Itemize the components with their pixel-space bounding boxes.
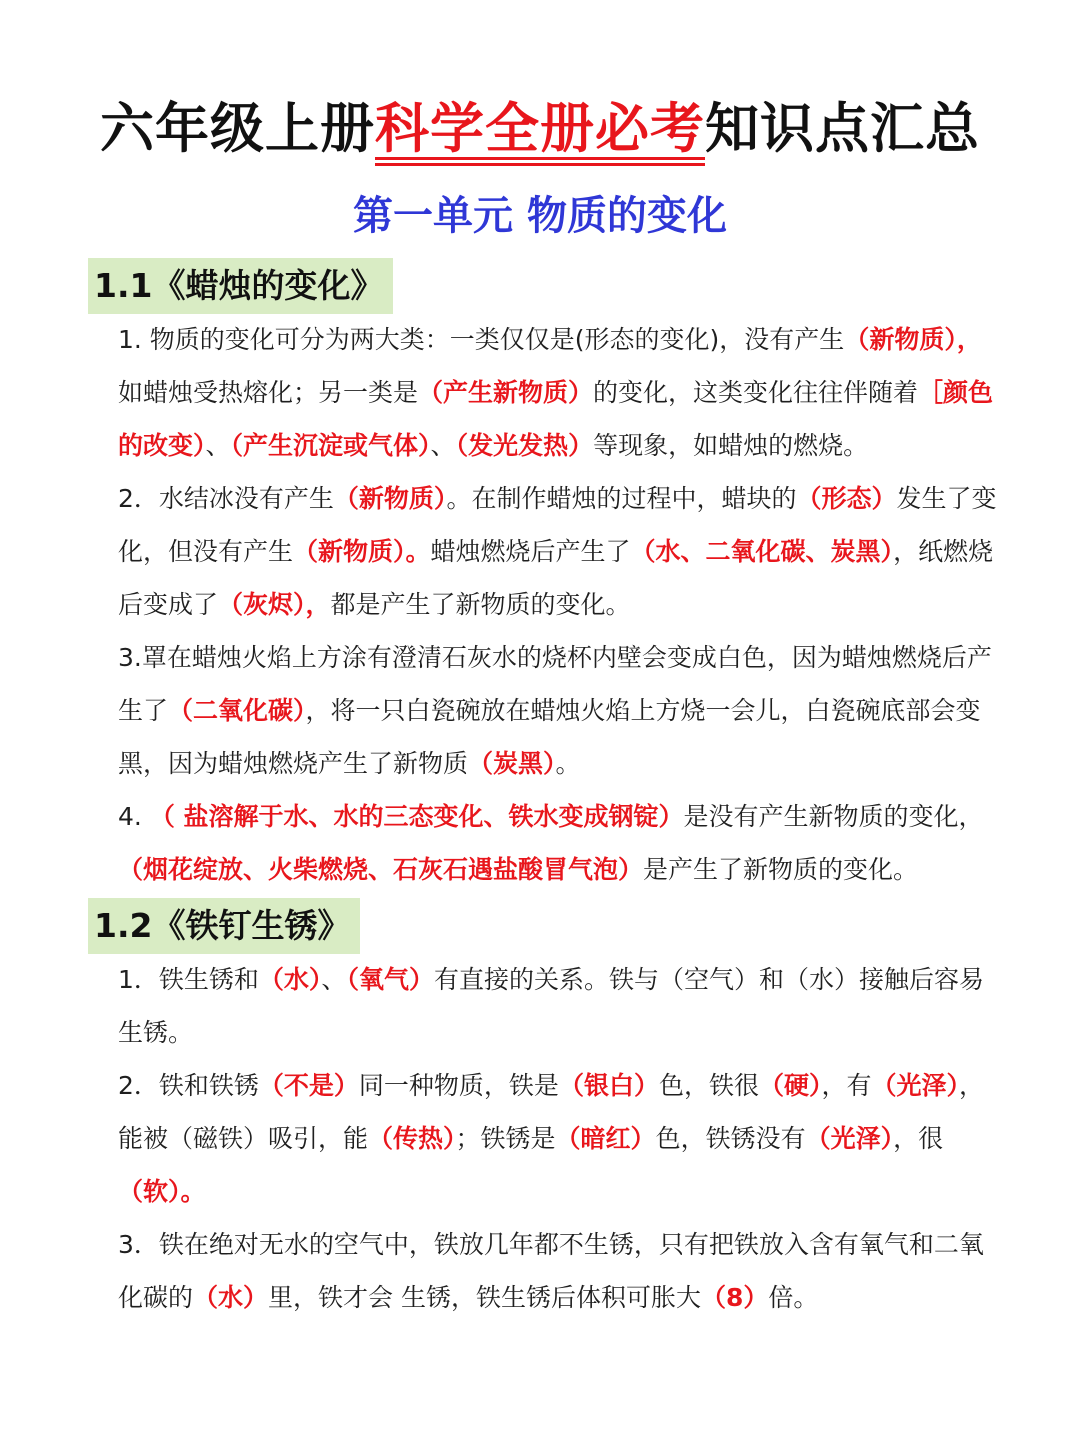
answer-highlight: （新物质）， xyxy=(844,325,982,354)
paragraph xyxy=(118,1059,998,1218)
answer-highlight: （氧气） xyxy=(346,965,434,994)
text-run: 是产生了新物质的变化。 xyxy=(643,855,919,884)
text-run: 2．水结冰没有产生 xyxy=(118,484,334,513)
answer-highlight: （暗红） xyxy=(555,1124,656,1153)
main-title-part-1: 六年级上册 xyxy=(100,97,375,160)
text-run: 同一种物质，铁是 xyxy=(358,1071,559,1100)
text-run: ，能被（磁铁）吸引，能 xyxy=(118,1071,985,1153)
text-run: ；铁锈是 xyxy=(455,1124,556,1153)
main-title-part-2: 知识点汇总 xyxy=(705,97,980,160)
answer-highlight: （炭黑） xyxy=(468,749,556,778)
paragraph xyxy=(118,313,998,472)
answer-highlight: （烟花绽放、火柴燃烧、石灰石遇盐酸冒气泡） xyxy=(118,855,644,884)
answer-highlight: （灰烬）， xyxy=(218,590,331,619)
main-title-highlight: 科学全册必考 xyxy=(375,97,705,160)
text-run: ，很 xyxy=(893,1124,944,1153)
text-run: 的变化，这类变化往往伴随着 xyxy=(593,378,919,407)
text-run: 1. 物质的变化可分为两大类：一类仅仅是(形态的变化)，没有产生 xyxy=(118,325,845,354)
text-run: 倍。 xyxy=(768,1283,819,1312)
answer-highlight: （传热） xyxy=(368,1124,456,1153)
text-run: 3.罩在蜡烛火焰上方涂有澄清石灰水的烧杯内壁会变成白色，因为蜡烛燃烧后产生了 xyxy=(118,643,992,725)
answer-highlight: （形态） xyxy=(796,484,897,513)
text-run: 3．铁在绝对无水的空气中，铁放几年都不生锈，只有把铁放入含有氧气和二氧化碳的 xyxy=(118,1230,984,1312)
answer-highlight: （新物质）。 xyxy=(293,537,431,566)
text-run: 。在制作蜡烛的过程中，蜡块的 xyxy=(446,484,797,513)
answer-highlight: （硬） xyxy=(758,1071,822,1100)
text-run: 、 xyxy=(321,965,347,994)
text-run: 里，铁才会 生锈，铁生锈后体积可胀大 xyxy=(268,1283,701,1312)
text-run: 4. xyxy=(118,802,150,831)
answer-highlight: （产生沉淀或气体） xyxy=(230,431,431,460)
paragraph xyxy=(118,953,998,1059)
section-heading-1-1: 1.1《蜡烛的变化》 xyxy=(88,258,393,314)
answer-highlight: （ 盐溶解于水、水的三态变化、铁水变成钢锭） xyxy=(149,802,684,831)
section-heading-1-2: 1.2《铁钉生锈》 xyxy=(88,898,360,954)
main-title xyxy=(0,86,1080,163)
text-run: ，有 xyxy=(821,1071,872,1100)
answer-highlight: （光泽） xyxy=(871,1071,960,1100)
answer-highlight: （水） xyxy=(193,1283,269,1312)
section-body-1-1 xyxy=(118,313,998,896)
text-run: 如蜡烛受热熔化；另一类是 xyxy=(118,378,419,407)
answer-highlight: （不是） xyxy=(258,1071,359,1100)
text-run: 。 xyxy=(555,749,581,778)
text-run: 等现象，如蜡烛的燃烧。 xyxy=(593,431,869,460)
text-run: 1．铁生锈和 xyxy=(118,965,259,994)
answer-highlight: （光泽） xyxy=(805,1124,894,1153)
text-run: 是没有产生新物质的变化， xyxy=(683,802,984,831)
answer-highlight: （产生新物质） xyxy=(418,378,594,407)
text-run: 、 xyxy=(430,431,456,460)
answer-highlight: （银白） xyxy=(558,1071,659,1100)
answer-highlight: （水） xyxy=(258,965,322,994)
text-run: ，将一只白瓷碗放在蜡烛火焰上方烧一会儿，白瓷碗底部会变黑，因为蜡烛燃烧产生了新物质 xyxy=(118,696,981,778)
text-run: 有直接的关系。铁与（空气）和（水）接触后容易生锈。 xyxy=(118,965,984,1047)
answer-highlight: （新物质） xyxy=(333,484,447,513)
text-run: 蜡烛燃烧后产生了 xyxy=(430,537,631,566)
text-run: 发生了变化，但没有产生 xyxy=(118,484,997,566)
paragraph xyxy=(118,790,998,896)
text-run: 都是产生了新物质的变化。 xyxy=(330,590,631,619)
answer-highlight: ［颜色的改变） xyxy=(118,378,994,460)
paragraph xyxy=(118,472,998,631)
text-run: 色，铁锈没有 xyxy=(655,1124,806,1153)
paragraph xyxy=(118,631,998,790)
text-run: 色，铁很 xyxy=(658,1071,759,1100)
text-run: 、 xyxy=(205,431,231,460)
answer-highlight: （8） xyxy=(700,1283,769,1312)
answer-highlight: （二氧化碳） xyxy=(168,696,306,725)
answer-highlight: （水、二氧化碳、炭黑） xyxy=(630,537,894,566)
answer-highlight: （发光发热） xyxy=(455,431,594,460)
text-run: 2．铁和铁锈 xyxy=(118,1071,259,1100)
answer-highlight: （软）。 xyxy=(118,1177,206,1206)
section-body-1-2 xyxy=(118,953,998,1324)
paragraph xyxy=(118,1218,998,1324)
text-run: ，纸燃烧后变成了 xyxy=(118,537,994,619)
unit-title: 第一单元 物质的变化 xyxy=(353,192,727,239)
